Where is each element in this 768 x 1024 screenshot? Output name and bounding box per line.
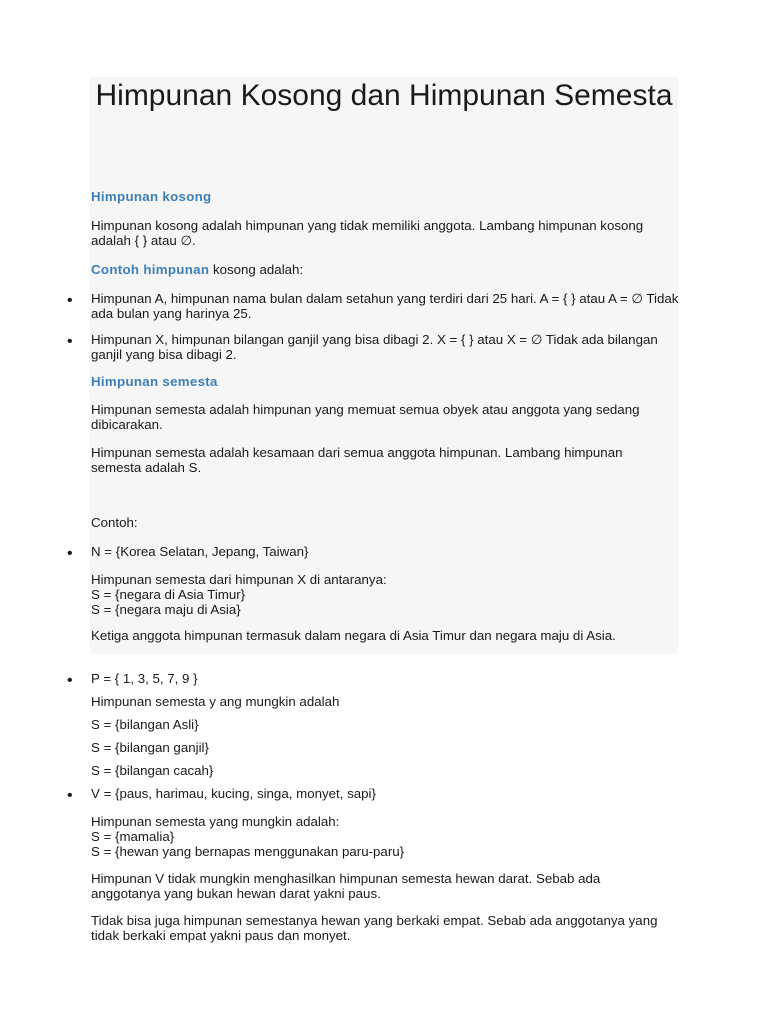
n-note: Ketiga anggota himpunan termasuk dalam negara di Asia Timur dan negara maju di Asia. <box>91 628 616 643</box>
n-line: S = {negara di Asia Timur} <box>91 587 246 602</box>
bullet-icon: • <box>67 292 73 309</box>
v-semesta-block <box>91 814 681 859</box>
semesta-definition-2: Himpunan semesta adalah kesamaan dari semua anggota himpunan. Lambang himpunan semesta adalah S. <box>91 445 623 475</box>
n-line: S = {negara maju di Asia} <box>91 602 241 617</box>
v-note-1: Himpunan V tidak mungkin menghasilkan himpunan semesta hewan darat. Sebab ada anggotanya yang bukan hewan darat yakni paus. <box>91 871 601 901</box>
contoh-rest-text: kosong adalah: <box>209 262 304 277</box>
p-line: S = {bilangan Asli} <box>91 717 199 732</box>
page-title: Himpunan Kosong dan Himpunan Semesta <box>95 79 673 112</box>
contoh-paragraph <box>91 262 681 277</box>
v-line: Himpunan semesta yang mungkin adalah: <box>91 814 340 829</box>
bullet-icon: • <box>67 545 73 562</box>
v-line: S = {hewan yang bernapas menggunakan paru-paru} <box>91 844 405 859</box>
bullet-icon: • <box>67 787 73 804</box>
v-line: S = {mamalia} <box>91 829 175 844</box>
p-line: S = {bilangan ganjil} <box>91 740 209 755</box>
item-p: P = { 1, 3, 5, 7, 9 } <box>91 671 198 686</box>
v-note-2: Tidak bisa juga himpunan semestanya hewan yang berkaki empat. Sebab ada anggotanya yang tidak berkaki empat yakni paus dan monyet. <box>91 913 658 943</box>
heading-himpunan-semesta: Himpunan semesta <box>91 374 218 389</box>
n-line: Himpunan semesta dari himpunan X di antaranya: <box>91 572 387 587</box>
contoh-label: Contoh: <box>91 515 138 530</box>
kosong-item-x: Himpunan X, himpunan bilangan ganjil yang bisa dibagi 2. X = { } atau X = ∅ Tidak ada bilangan ganjil yang bisa dibagi 2. <box>91 332 658 362</box>
item-n: N = {Korea Selatan, Jepang, Taiwan} <box>91 544 309 559</box>
p-line: S = {bilangan cacah} <box>91 763 214 778</box>
kosong-item-a: Himpunan A, himpunan nama bulan dalam setahun yang terdiri dari 25 hari. A = { } atau A = ∅ Tidak ada bulan yang harinya 25. <box>91 291 679 321</box>
contoh-himpunan-link[interactable]: Contoh himpunan <box>91 262 210 277</box>
item-v: V = {paus, harimau, kucing, singa, monyet, sapi} <box>91 786 376 801</box>
bullet-icon: • <box>67 333 73 350</box>
p-intro: Himpunan semesta y ang mungkin adalah <box>91 694 340 709</box>
semesta-definition-1: Himpunan semesta adalah himpunan yang memuat semua obyek atau anggota yang sedang dibicarakan. <box>91 402 640 432</box>
n-semesta-block <box>91 572 681 617</box>
bullet-icon: • <box>67 672 73 689</box>
heading-himpunan-kosong: Himpunan kosong <box>91 189 212 204</box>
kosong-definition: Himpunan kosong adalah himpunan yang tidak memiliki anggota. Lambang himpunan kosong adalah { } atau ∅. <box>91 218 644 248</box>
